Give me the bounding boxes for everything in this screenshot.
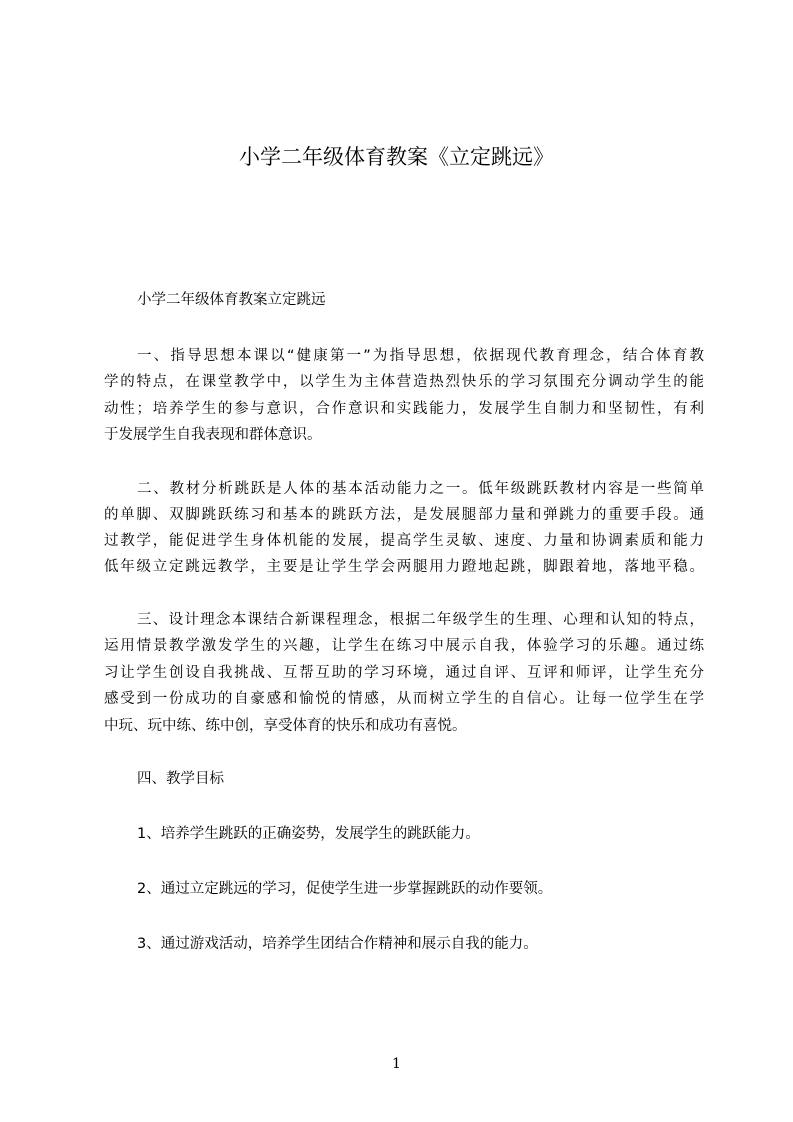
paragraph-2-line-2: 的单脚、双脚跳跃练习和基本的跳跃方法，是发展腿部力量和弹跳力的重要手段。通 bbox=[104, 507, 704, 523]
paragraph-1-line-4: 于发展学生自我表现和群体意识。 bbox=[104, 427, 322, 443]
paragraph-1-line-2: 学的特点，在课堂教学中，以学生为主体营造热烈快乐的学习氛围充分调动学生的能 bbox=[104, 374, 704, 390]
paragraph-1-line-1: 一、指导思想本课以“健康第一”为指导思想，依据现代教育理念，结合体育教 bbox=[137, 348, 704, 364]
paragraph-3-line-3: 习让学生创设自我挑战、互帮互助的学习环境，通过自评、互评和师评，让学生充分 bbox=[104, 665, 704, 681]
goal-3: 3、通过游戏活动，培养学生团结合作精神和展示自我的能力。 bbox=[137, 936, 538, 952]
paragraph-3-line-2: 运用情景教学激发学生的兴趣，让学生在练习中展示自我，体验学习的乐趣。通过练 bbox=[104, 638, 704, 654]
paragraph-2-line-1: 二、教材分析跳跃是人体的基本活动能力之一。低年级跳跃教材内容是一些简单 bbox=[137, 481, 704, 497]
section-4-heading: 四、教学目标 bbox=[137, 771, 224, 787]
paragraph-2-line-4: 低年级立定跳远教学，主要是让学生学会两腿用力蹬地起跳，脚跟着地，落地平稳。 bbox=[104, 559, 704, 575]
goal-1: 1、培养学生跳跃的正确姿势，发展学生的跳跃能力。 bbox=[137, 826, 480, 842]
document-subtitle: 小学二年级体育教案立定跳远 bbox=[137, 292, 326, 308]
paragraph-3-line-5: 中玩、玩中练、练中创，享受体育的快乐和成功有喜悦。 bbox=[104, 718, 467, 734]
goal-2: 2、通过立定跳远的学习，促使学生进一步掌握跳跃的动作要领。 bbox=[137, 881, 553, 897]
paragraph-3-line-4: 感受到一份成功的自豪感和愉悦的情感，从而树立学生的自信心。让每一位学生在学 bbox=[104, 691, 704, 707]
paragraph-2-line-3: 过教学，能促进学生身体机能的发展，提高学生灵敏、速度、力量和协调素质和能力 bbox=[104, 533, 704, 549]
page-number: 1 bbox=[392, 1056, 401, 1072]
paragraph-1-line-3: 动性；培养学生的参与意识，合作意识和实践能力，发展学生自制力和坚韧性，有利 bbox=[104, 401, 704, 417]
paragraph-3-line-1: 三、设计理念本课结合新课程理念，根据二年级学生的生理、心理和认知的特点， bbox=[137, 612, 704, 628]
document-title: 小学二年级体育教案《立定跳远》 bbox=[239, 145, 554, 169]
